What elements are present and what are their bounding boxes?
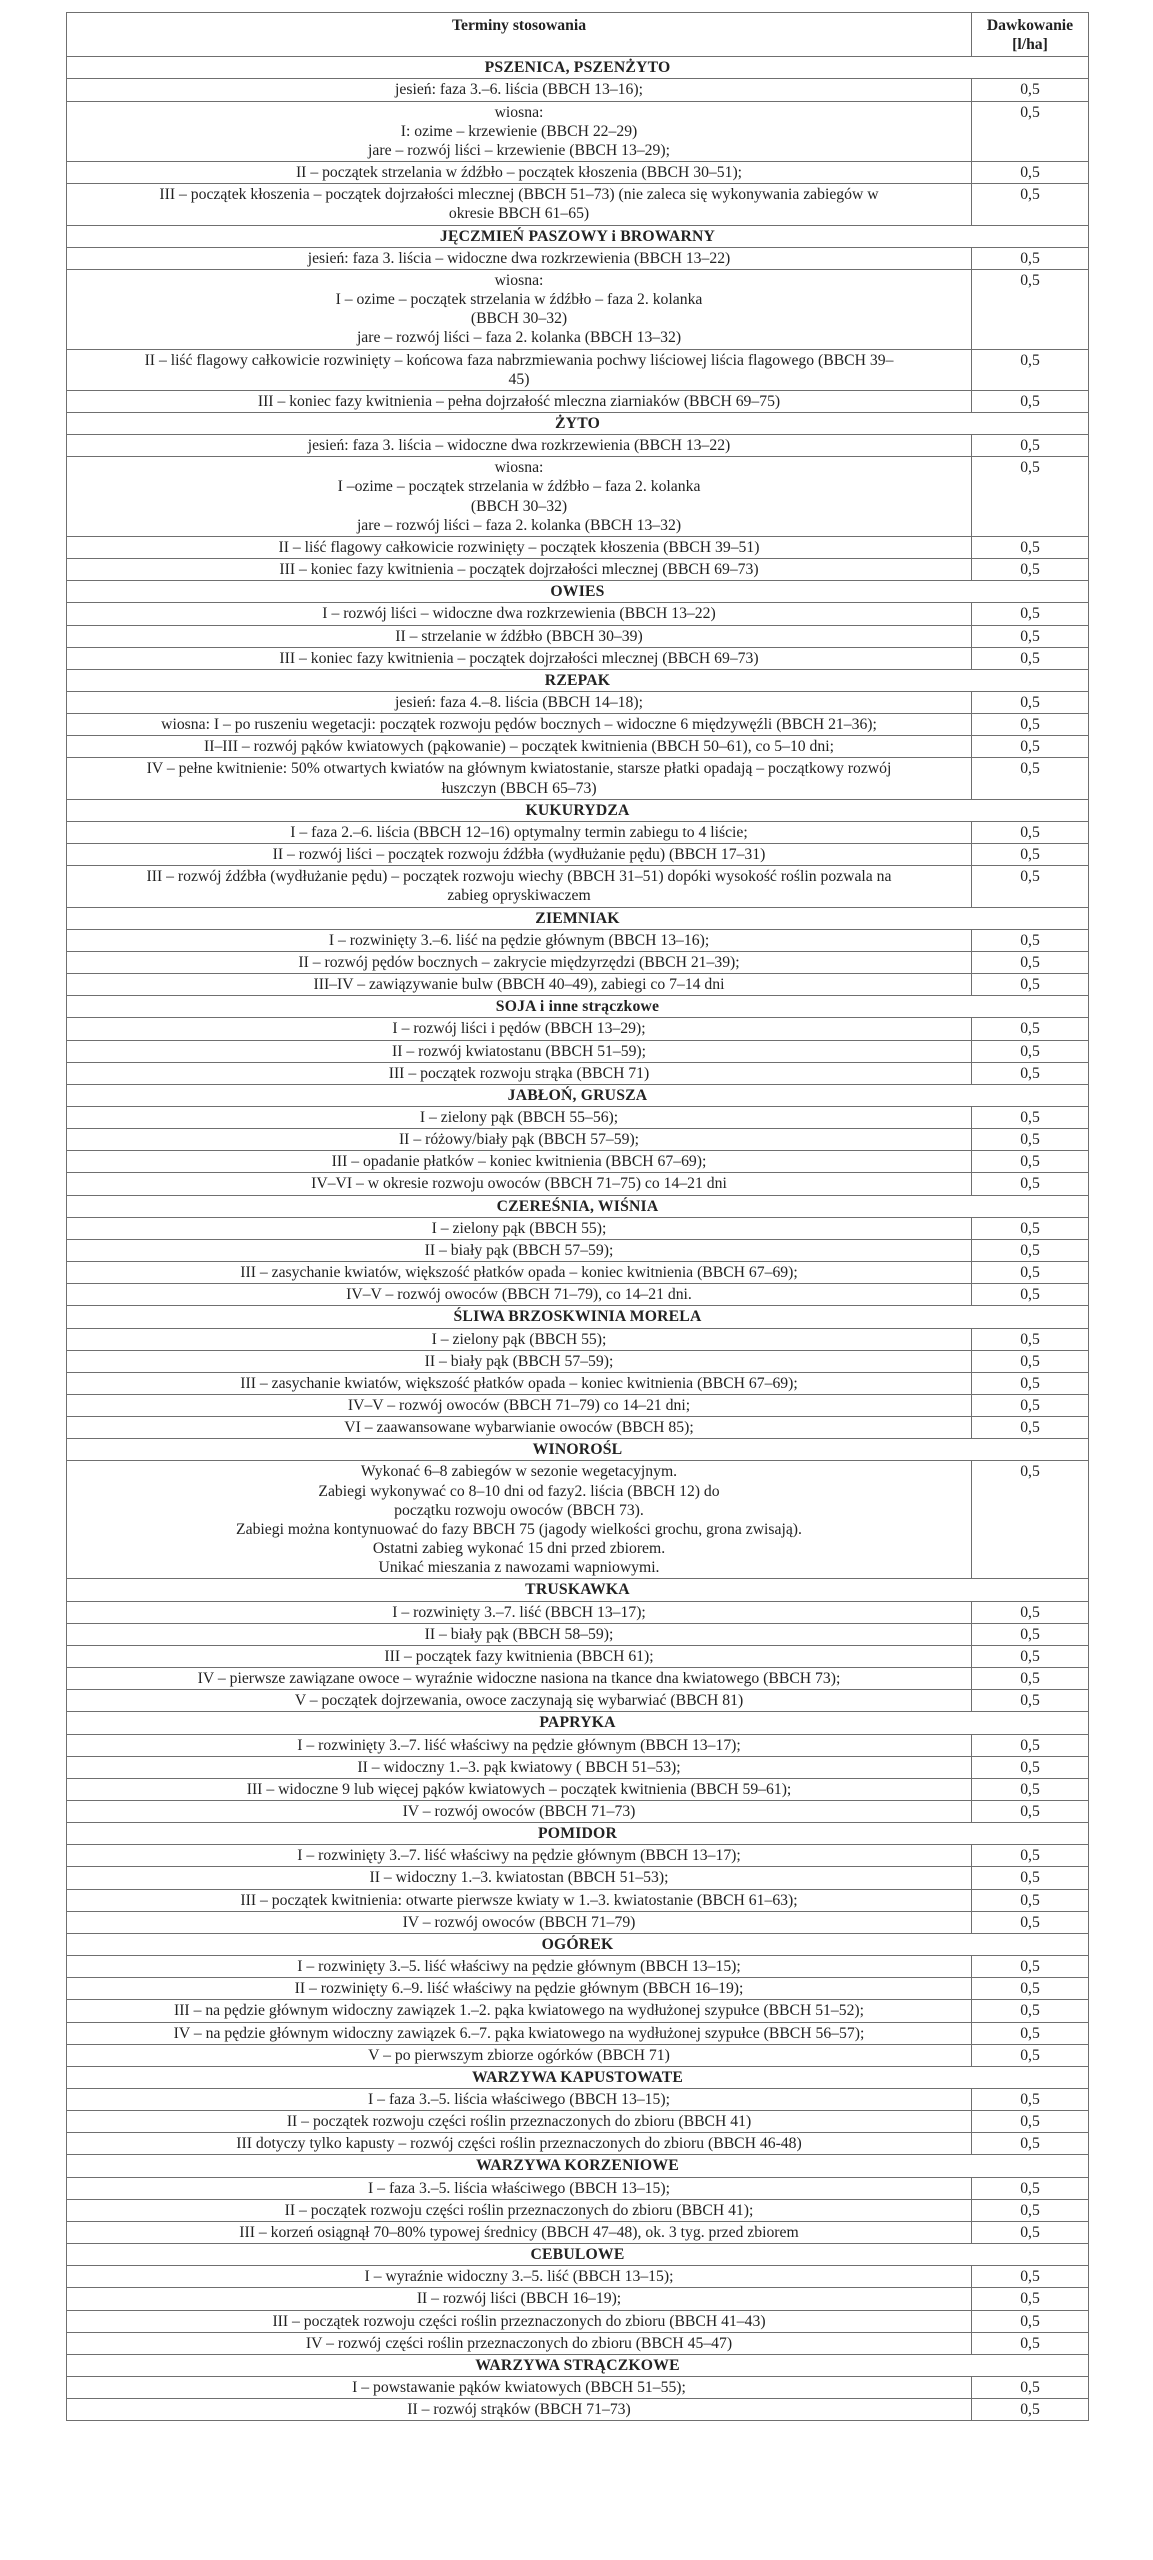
application-term: IV – rozwój owoców (BBCH 71–79) [67,1911,972,1933]
dose-value: 0,5 [972,1239,1089,1261]
application-term: II – widoczny 1.–3. pąk kwiatowy ( BBCH 51–53); [67,1756,972,1778]
dose-value: 0,5 [972,1734,1089,1756]
application-term: I – rozwinięty 3.–5. liść właściwy na pędzie głównym (BBCH 13–15); [67,1956,972,1978]
crop-section-header [67,1195,1089,1217]
crop-section-header [67,907,1089,929]
dose-value: 0,5 [972,758,1089,799]
crop-section-header [67,2066,1089,2088]
dose-value: 0,5 [972,1173,1089,1195]
application-term: IV – rozwój części roślin przeznaczonych do zbioru (BBCH 45–47) [67,2332,972,2354]
dose-value: 0,5 [972,929,1089,951]
header-dose: Dawkowanie [l/ha] [972,13,1089,57]
crop-section-header [67,1823,1089,1845]
crop-name: WARZYWA KAPUSTOWATE [67,2066,1089,2088]
application-term: jesień: faza 4.–8. liścia (BBCH 14–18); [67,692,972,714]
table-row [67,2332,1089,2354]
application-term: II – rozwój liści (BBCH 16–19); [67,2288,972,2310]
dose-value: 0,5 [972,1623,1089,1645]
dose-value: 0,5 [972,625,1089,647]
table-row [67,1417,1089,1439]
table-row [67,1106,1089,1128]
table-row [67,2089,1089,2111]
crop-section-header [67,1579,1089,1601]
dose-value: 0,5 [972,2310,1089,2332]
table-row [67,184,1089,225]
crop-name: KUKURYDZA [67,799,1089,821]
application-term: III – koniec fazy kwitnienia – pełna dojrzałość mleczna ziarniaków (BBCH 69–75) [67,390,972,412]
table-row [67,79,1089,101]
dose-value: 0,5 [972,390,1089,412]
dose-value: 0,5 [972,974,1089,996]
dose-value: 0,5 [972,162,1089,184]
application-term: II – rozwój kwiatostanu (BBCH 51–59); [67,1040,972,1062]
application-term: II – biały pąk (BBCH 57–59); [67,1239,972,1261]
crop-section-header [67,1084,1089,1106]
crop-name: CZEREŚNIA, WIŚNIA [67,1195,1089,1217]
crop-section-header [67,669,1089,691]
application-term: I – wyraźnie widoczny 3.–5. liść (BBCH 13–15); [67,2266,972,2288]
table-row [67,647,1089,669]
application-term: II – liść flagowy całkowicie rozwinięty – początek kłoszenia (BBCH 39–51) [67,536,972,558]
table-row [67,1778,1089,1800]
table-row [67,1889,1089,1911]
application-term: V – po pierwszym zbiorze ogórków (BBCH 71) [67,2044,972,2066]
table-row [67,1623,1089,1645]
application-term: jesień: faza 3. liścia – widoczne dwa rozkrzewienia (BBCH 13–22) [67,435,972,457]
dose-value: 0,5 [972,247,1089,269]
table-row [67,2000,1089,2022]
application-term: II – początek strzelania w źdźbło – początek kłoszenia (BBCH 30–51); [67,162,972,184]
application-term: IV–V – rozwój owoców (BBCH 71–79) co 14–21 dni; [67,1395,972,1417]
dose-value: 0,5 [972,1978,1089,2000]
dose-value: 0,5 [972,2332,1089,2354]
dose-value: 0,5 [972,603,1089,625]
crop-section-header [67,1933,1089,1955]
application-term: II – rozwój liści – początek rozwoju źdźbła (wydłużanie pędu) (BBCH 17–31) [67,844,972,866]
table-row [67,1395,1089,1417]
dose-value: 0,5 [972,2377,1089,2399]
dose-value: 0,5 [972,2111,1089,2133]
table-row [67,1956,1089,1978]
table-row [67,692,1089,714]
dose-value: 0,5 [972,1845,1089,1867]
crop-section-header [67,412,1089,434]
dose-value: 0,5 [972,1350,1089,1372]
dose-value: 0,5 [972,435,1089,457]
table-row [67,2111,1089,2133]
table-row [67,1217,1089,1239]
table-row [67,1062,1089,1084]
dose-value: 0,5 [972,79,1089,101]
crop-name: PAPRYKA [67,1712,1089,1734]
crop-name: POMIDOR [67,1823,1089,1845]
application-term: wiosna: I – ozime – początek strzelania w źdźbło – faza 2. kolanka (BBCH 30–32) jare – rozwój liści – faza 2. kolanka (BBCH 13–32) [67,269,972,349]
table-row [67,714,1089,736]
dose-value: 0,5 [972,1372,1089,1394]
application-term: III–IV – zawiązywanie bulw (BBCH 40–49), zabiegi co 7–14 dni [67,974,972,996]
crop-section-header [67,581,1089,603]
dose-value: 0,5 [972,1889,1089,1911]
table-row [67,758,1089,799]
dose-value: 0,5 [972,866,1089,907]
dose-value: 0,5 [972,559,1089,581]
table-row [67,269,1089,349]
dose-value: 0,5 [972,2133,1089,2155]
dose-value: 0,5 [972,1328,1089,1350]
application-term: I – rozwój liści – widoczne dwa rozkrzewienia (BBCH 13–22) [67,603,972,625]
table-body [67,57,1089,2421]
table-row [67,2133,1089,2155]
table-row [67,1690,1089,1712]
application-term: wiosna: I –ozime – początek strzelania w źdźbło – faza 2. kolanka (BBCH 30–32) jare – rozwój liści – faza 2. kolanka (BBCH 13–32) [67,457,972,537]
application-term: II – strzelanie w źdźbło (BBCH 30–39) [67,625,972,647]
application-term: jesień: faza 3.–6. liścia (BBCH 13–16); [67,79,972,101]
application-term: II – rozwój pędów bocznych – zakrycie międzyrzędzi (BBCH 21–39); [67,951,972,973]
table-header-row [67,13,1089,57]
table-row [67,1284,1089,1306]
crop-name: WARZYWA STRĄCZKOWE [67,2354,1089,2376]
application-term: III – na pędzie głównym widoczny zawiązek 1.–2. pąka kwiatowego na wydłużonej szypułce (BBCH 51–52); [67,2000,972,2022]
application-term: III – zasychanie kwiatów, większość płatków opada – koniec kwitnienia (BBCH 67–69); [67,1372,972,1394]
application-term: III – zasychanie kwiatów, większość płatków opada – koniec kwitnienia (BBCH 67–69); [67,1262,972,1284]
table-row [67,2377,1089,2399]
dose-value: 0,5 [972,1911,1089,1933]
application-term: III – korzeń osiągnął 70–80% typowej średnicy (BBCH 47–48), ok. 3 tyg. przed zbiorem [67,2221,972,2243]
crop-name: RZEPAK [67,669,1089,691]
dose-value: 0,5 [972,692,1089,714]
application-term: II–III – rozwój pąków kwiatowych (pąkowanie) – początek kwitnienia (BBCH 50–61), co 5–10 dni; [67,736,972,758]
application-term: Wykonać 6–8 zabiegów w sezonie wegetacyjnym. Zabiegi wykonywać co 8–10 dni od fazy2. liścia (BBCH 12) do początku rozwoju owoców (BBCH 73). Zabiegi można kontynuować do fazy BBCH 75 (jagody wielkości grochu, grona zwisają). Ostatni zabieg wykonać 15 dni przed zbiorem. Unikać mieszania z nawozami wapniowymi. [67,1461,972,1579]
dose-value: 0,5 [972,1284,1089,1306]
table-row [67,1668,1089,1690]
dose-value: 0,5 [972,2399,1089,2421]
dosage-schedule-table [66,12,1089,2421]
table-row [67,349,1089,390]
table-row [67,1800,1089,1822]
dose-value: 0,5 [972,736,1089,758]
dose-value: 0,5 [972,844,1089,866]
table-row [67,1372,1089,1394]
dose-value: 0,5 [972,1217,1089,1239]
dose-value: 0,5 [972,1062,1089,1084]
table-row [67,866,1089,907]
application-term: I – faza 2.–6. liścia (BBCH 12–16) optymalny termin zabiegu to 4 liście; [67,821,972,843]
table-row [67,2177,1089,2199]
table-row [67,929,1089,951]
dose-value: 0,5 [972,1262,1089,1284]
dose-value: 0,5 [972,647,1089,669]
dose-value: 0,5 [972,1867,1089,1889]
dose-value: 0,5 [972,1461,1089,1579]
dose-value: 0,5 [972,951,1089,973]
application-term: III – opadanie płatków – koniec kwitnienia (BBCH 67–69); [67,1151,972,1173]
application-term: III dotyczy tylko kapusty – rozwój części roślin przeznaczonych do zbioru (BBCH 46-48) [67,2133,972,2155]
dose-value: 0,5 [972,1956,1089,1978]
dose-value: 0,5 [972,1151,1089,1173]
crop-name: OWIES [67,581,1089,603]
table-row [67,1645,1089,1667]
dose-value: 0,5 [972,184,1089,225]
dose-value: 0,5 [972,2177,1089,2199]
table-row [67,2399,1089,2421]
crop-name: ŻYTO [67,412,1089,434]
table-row [67,821,1089,843]
table-row [67,951,1089,973]
crop-name: WINOROŚL [67,1439,1089,1461]
application-term: III – rozwój źdźbła (wydłużanie pędu) – początek rozwoju wiechy (BBCH 31–51) dopóki wysokość roślin pozwala na zabieg opryskiwaczem [67,866,972,907]
crop-section-header [67,225,1089,247]
crop-name: JABŁOŃ, GRUSZA [67,1084,1089,1106]
crop-name: SOJA i inne strączkowe [67,996,1089,1018]
table-row [67,1040,1089,1062]
application-term: I – zielony pąk (BBCH 55); [67,1217,972,1239]
dose-value: 0,5 [972,821,1089,843]
dose-value: 0,5 [972,1395,1089,1417]
dose-value: 0,5 [972,1690,1089,1712]
application-term: wiosna: I: ozime – krzewienie (BBCH 22–29) jare – rozwój liści – krzewienie (BBCH 13–29); [67,101,972,161]
application-term: II – różowy/biały pąk (BBCH 57–59); [67,1129,972,1151]
table-row [67,1129,1089,1151]
table-row [67,625,1089,647]
table-row [67,247,1089,269]
application-term: wiosna: I – po ruszeniu wegetacji: początek rozwoju pędów bocznych – widoczne 6 międzywęźli (BBCH 21–36); [67,714,972,736]
dose-value: 0,5 [972,714,1089,736]
dose-value: 0,5 [972,2221,1089,2243]
table-row [67,603,1089,625]
application-term: II – biały pąk (BBCH 58–59); [67,1623,972,1645]
application-term: IV – rozwój owoców (BBCH 71–73) [67,1800,972,1822]
application-term: I – faza 3.–5. liścia właściwego (BBCH 13–15); [67,2177,972,2199]
application-term: III – widoczne 9 lub więcej pąków kwiatowych – początek kwitnienia (BBCH 59–61); [67,1778,972,1800]
dose-value: 0,5 [972,457,1089,537]
application-term: I – rozwinięty 3.–7. liść (BBCH 13–17); [67,1601,972,1623]
application-term: III – początek rozwoju części roślin przeznaczonych do zbioru (BBCH 41–43) [67,2310,972,2332]
table-row [67,1350,1089,1372]
application-term: II – biały pąk (BBCH 57–59); [67,1350,972,1372]
table-row [67,1911,1089,1933]
application-term: III – początek fazy kwitnienia (BBCH 61); [67,1645,972,1667]
crop-section-header [67,1712,1089,1734]
table-row [67,1756,1089,1778]
crop-name: CEBULOWE [67,2244,1089,2266]
table-row [67,2310,1089,2332]
crop-section-header [67,1306,1089,1328]
application-term: II – rozwój strąków (BBCH 71–73) [67,2399,972,2421]
table-row [67,1262,1089,1284]
dose-value: 0,5 [972,1800,1089,1822]
dose-value: 0,5 [972,1040,1089,1062]
crop-section-header [67,996,1089,1018]
application-term: I – zielony pąk (BBCH 55); [67,1328,972,1350]
dose-value: 0,5 [972,1106,1089,1128]
application-term: VI – zaawansowane wybarwianie owoców (BBCH 85); [67,1417,972,1439]
table-row [67,435,1089,457]
dose-value: 0,5 [972,1778,1089,1800]
table-row [67,559,1089,581]
application-term: II – początek rozwoju części roślin przeznaczonych do zbioru (BBCH 41); [67,2199,972,2221]
table-row [67,844,1089,866]
table-row [67,101,1089,161]
dose-value: 0,5 [972,2000,1089,2022]
table-row [67,2044,1089,2066]
application-term: I – zielony pąk (BBCH 55–56); [67,1106,972,1128]
table-row [67,1845,1089,1867]
dose-value: 0,5 [972,1645,1089,1667]
application-term: I – rozwinięty 3.–7. liść właściwy na pędzie głównym (BBCH 13–17); [67,1734,972,1756]
dose-value: 0,5 [972,2022,1089,2044]
application-term: IV – pierwsze zawiązane owoce – wyraźnie widoczne nasiona na tkance dna kwiatowego (BBCH 73); [67,1668,972,1690]
application-term: III – początek kwitnienia: otwarte pierwsze kwiaty w 1.–3. kwiatostanie (BBCH 61–63); [67,1889,972,1911]
crop-name: ZIEMNIAK [67,907,1089,929]
dose-value: 0,5 [972,2199,1089,2221]
header-terms: Terminy stosowania [67,13,972,57]
application-term: IV–V – rozwój owoców (BBCH 71–79), co 14–21 dni. [67,1284,972,1306]
crop-name: PSZENICA, PSZENŻYTO [67,57,1089,79]
table-row [67,2266,1089,2288]
dose-value: 0,5 [972,1018,1089,1040]
application-term: I – powstawanie pąków kwiatowych (BBCH 51–55); [67,2377,972,2399]
table-row [67,974,1089,996]
table-row [67,390,1089,412]
application-term: I – rozwinięty 3.–7. liść właściwy na pędzie głównym (BBCH 13–17); [67,1845,972,1867]
table-row [67,2288,1089,2310]
crop-name: JĘCZMIEŃ PASZOWY i BROWARNY [67,225,1089,247]
crop-section-header [67,799,1089,821]
table-row [67,1239,1089,1261]
dose-value: 0,5 [972,1417,1089,1439]
crop-name: ŚLIWA BRZOSKWINIA MORELA [67,1306,1089,1328]
application-term: III – koniec fazy kwitnienia – początek dojrzałości mlecznej (BBCH 69–73) [67,559,972,581]
crop-section-header [67,2354,1089,2376]
table-row [67,1173,1089,1195]
table-row [67,1018,1089,1040]
application-term: III – początek kłoszenia – początek dojrzałości mlecznej (BBCH 51–73) (nie zaleca się wykonywania zabiegów w okresie BBCH 61–65) [67,184,972,225]
dose-value: 0,5 [972,2089,1089,2111]
dose-value: 0,5 [972,101,1089,161]
application-term: II – początek rozwoju części roślin przeznaczonych do zbioru (BBCH 41) [67,2111,972,2133]
dose-value: 0,5 [972,1601,1089,1623]
dose-value: 0,5 [972,536,1089,558]
crop-section-header [67,1439,1089,1461]
application-term: II – rozwinięty 6.–9. liść właściwy na pędzie głównym (BBCH 16–19); [67,1978,972,2000]
crop-section-header [67,2155,1089,2177]
dose-value: 0,5 [972,2288,1089,2310]
application-term: III – początek rozwoju strąka (BBCH 71) [67,1062,972,1084]
table-row [67,1734,1089,1756]
application-term: I – rozwój liści i pędów (BBCH 13–29); [67,1018,972,1040]
dose-value: 0,5 [972,2044,1089,2066]
dose-value: 0,5 [972,2266,1089,2288]
dose-value: 0,5 [972,1129,1089,1151]
table-row [67,1978,1089,2000]
crop-section-header [67,57,1089,79]
table-row [67,1328,1089,1350]
dose-value: 0,5 [972,269,1089,349]
crop-name: TRUSKAWKA [67,1579,1089,1601]
crop-name: OGÓREK [67,1933,1089,1955]
application-term: IV – na pędzie głównym widoczny zawiązek 6.–7. pąka kwiatowego na wydłużonej szypułce (BBCH 56–57); [67,2022,972,2044]
application-term: IV – pełne kwitnienie: 50% otwartych kwiatów na głównym kwiatostanie, starsze płatki opadają – początkowy rozwój łuszczyn (BBCH 65–73) [67,758,972,799]
application-term: I – faza 3.–5. liścia właściwego (BBCH 13–15); [67,2089,972,2111]
application-term: II – widoczny 1.–3. kwiatostan (BBCH 51–53); [67,1867,972,1889]
table-row [67,536,1089,558]
table-row [67,736,1089,758]
table-row [67,1461,1089,1579]
table-row [67,1151,1089,1173]
table-row [67,1867,1089,1889]
crop-name: WARZYWA KORZENIOWE [67,2155,1089,2177]
dose-value: 0,5 [972,1668,1089,1690]
table-row [67,162,1089,184]
application-term: jesień: faza 3. liścia – widoczne dwa rozkrzewienia (BBCH 13–22) [67,247,972,269]
application-term: IV–VI – w okresie rozwoju owoców (BBCH 71–75) co 14–21 dni [67,1173,972,1195]
application-term: V – początek dojrzewania, owoce zaczynają się wybarwiać (BBCH 81) [67,1690,972,1712]
table-row [67,2221,1089,2243]
application-term: I – rozwinięty 3.–6. liść na pędzie głównym (BBCH 13–16); [67,929,972,951]
application-term: III – koniec fazy kwitnienia – początek dojrzałości mlecznej (BBCH 69–73) [67,647,972,669]
table-row [67,1601,1089,1623]
table-row [67,2022,1089,2044]
application-term: II – liść flagowy całkowicie rozwinięty – końcowa faza nabrzmiewania pochwy liściowej liścia flagowego (BBCH 39– 45) [67,349,972,390]
crop-section-header [67,2244,1089,2266]
table-row [67,2199,1089,2221]
dose-value: 0,5 [972,349,1089,390]
table-row [67,457,1089,537]
dose-value: 0,5 [972,1756,1089,1778]
